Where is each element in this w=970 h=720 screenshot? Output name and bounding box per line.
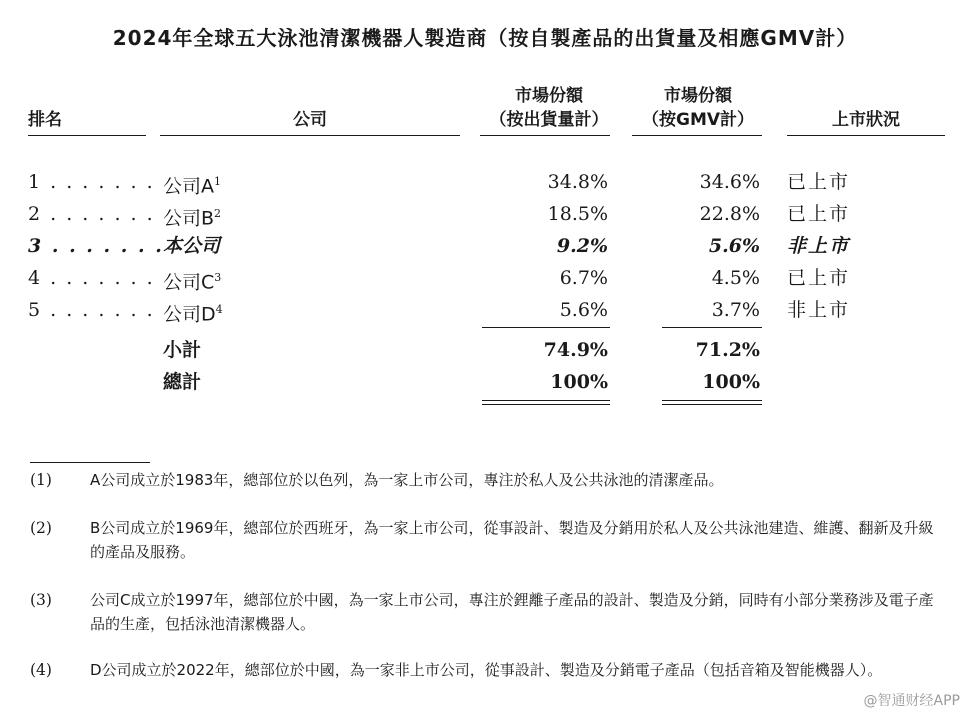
rank-cell: 3 . . . . . . . (28, 235, 164, 257)
footnote-text: D公司成立於2022年，總部位於中國，為一家非上市公司，從事設計、製造及分銷電子產品（包括音箱及智能機器人）。 (90, 661, 883, 679)
company-cell: 公司$A^1$ (163, 175, 221, 198)
header-underline-company (160, 135, 460, 136)
company-cell: 公司$B^2$ (163, 207, 222, 230)
footnote-number: (4) (30, 661, 52, 679)
subtotal-rule-gmv (662, 327, 762, 328)
rank-cell: 5 . . . . . . . (28, 299, 155, 321)
total-double-rule-gmv-bottom (662, 404, 762, 405)
header-underline-status (787, 135, 945, 136)
status-cell: 已上市 (787, 171, 851, 193)
header-underline-rank (28, 135, 146, 136)
table-row (0, 166, 970, 198)
footnote-divider (30, 462, 150, 463)
header-rank: 排名 (28, 110, 62, 130)
footnote-number: (2) (30, 519, 52, 537)
share-volume-cell: 9.2% (556, 235, 608, 257)
total-double-rule-gmv-top (662, 400, 762, 401)
total-double-rule-volume-bottom (482, 404, 610, 405)
company-cell: 公司$D^4$ (163, 303, 223, 326)
table-row (0, 198, 970, 230)
footnote-text: B公司成立於1969年，總部位於西班牙，為一家上市公司，從事設計、製造及分銷用於私人及公共泳池建造、維護、翻新及升級的產品及服務。 (90, 519, 934, 561)
company-cell: 本公司 (163, 235, 221, 257)
status-cell: 非上市 (787, 235, 851, 257)
footnote-marker: 2 (214, 207, 222, 220)
subtotal-gmv: 71.2% (695, 339, 760, 361)
total-label: 總計 (163, 371, 202, 393)
total-volume: 100% (550, 371, 608, 393)
header-status: 上市狀況 (832, 110, 900, 130)
share-gmv-cell: 3.7% (711, 299, 760, 321)
header-share-gmv: 市場份額 （按GMV計） (641, 86, 755, 130)
company-cell: 公司$C^3$ (163, 271, 222, 294)
rank-cell: 2 . . . . . . . (28, 203, 155, 225)
footnote-number: (1) (30, 471, 52, 489)
share-volume-cell: 5.6% (559, 299, 608, 321)
footnote-number: (3) (30, 591, 52, 609)
table-row-own-company (0, 230, 970, 262)
footnote-text: 公司C成立於1997年，總部位於中國，為一家上市公司，專注於鋰離子產品的設計、製造及分銷，同時有小部分業務涉及電子產品的生產，包括泳池清潔機器人。 (90, 591, 934, 633)
total-row (0, 366, 970, 398)
status-cell: 已上市 (787, 203, 851, 225)
subtotal-rule-volume (482, 327, 610, 328)
subtotal-volume: 74.9% (543, 339, 608, 361)
footnote-marker: 1 (214, 175, 221, 188)
footnote-marker: 3 (214, 271, 222, 284)
header-share-volume: 市場份額 （按出貨量計） (489, 86, 609, 130)
status-cell: 非上市 (787, 299, 851, 321)
share-gmv-cell: 4.5% (711, 267, 760, 289)
share-gmv-cell: 22.8% (699, 203, 760, 225)
total-double-rule-volume-top (482, 400, 610, 401)
table-row (0, 294, 970, 326)
header-company: 公司 (293, 110, 327, 130)
status-cell: 已上市 (787, 267, 851, 289)
footnote-text: A公司成立於1983年，總部位於以色列，為一家上市公司，專注於私人及公共泳池的清潔產品。 (90, 471, 724, 489)
subtotal-row (0, 334, 970, 366)
share-volume-cell: 18.5% (547, 203, 608, 225)
page-title: 2024年全球五大泳池清潔機器人製造商（按自製產品的出貨量及相應GMV計） (112, 26, 858, 50)
total-gmv: 100% (702, 371, 760, 393)
footnote-marker: 4 (215, 303, 223, 316)
rank-cell: 1 . . . . . . . (28, 171, 155, 193)
header-underline-gmv (632, 135, 762, 136)
table-row (0, 262, 970, 294)
share-volume-cell: 6.7% (559, 267, 608, 289)
share-gmv-cell: 34.6% (699, 171, 760, 193)
watermark: @智通财经APP (863, 693, 960, 709)
header-underline-volume (480, 135, 610, 136)
rank-cell: 4 . . . . . . . (28, 267, 155, 289)
share-volume-cell: 34.8% (547, 171, 608, 193)
subtotal-label: 小計 (163, 339, 202, 361)
share-gmv-cell: 5.6% (708, 235, 760, 257)
